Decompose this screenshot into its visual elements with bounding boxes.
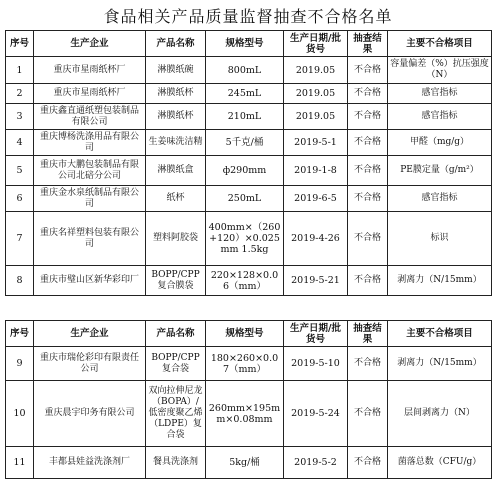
cell-date: 2019-1-8	[284, 156, 348, 186]
cell-spec: 210mL	[206, 104, 284, 130]
header-no: 序号	[6, 31, 34, 57]
cell-company: 重庆市星雨纸杯厂	[34, 84, 146, 104]
cell-date: 2019.05	[284, 84, 348, 104]
cell-no: 2	[6, 84, 34, 104]
cell-item: 感官指标	[388, 104, 492, 130]
table-row	[6, 57, 492, 84]
cell-date: 2019-5-10	[284, 347, 348, 381]
cell-no: 11	[6, 447, 34, 479]
cell-no: 3	[6, 104, 34, 130]
table-continued	[5, 320, 492, 479]
cell-result: 不合格	[348, 84, 388, 104]
cell-no: 8	[6, 266, 34, 296]
cell-product: BOPP/CPP复合膜袋	[146, 266, 206, 296]
table-row	[6, 266, 492, 296]
table-row	[6, 347, 492, 381]
cell-result: 不合格	[348, 347, 388, 381]
cell-spec: 180×260×0.07（mm）	[206, 347, 284, 381]
table-main	[5, 30, 492, 296]
cell-company: 丰都县娃益洗涤剂厂	[34, 447, 146, 479]
cell-product: 生姜味洗洁精	[146, 130, 206, 156]
cell-item: 感官指标	[388, 186, 492, 212]
cell-product: 塑料阿胶袋	[146, 212, 206, 266]
cell-spec: 800mL	[206, 57, 284, 84]
cell-result: 不合格	[348, 130, 388, 156]
table-row	[6, 447, 492, 479]
cell-company: 重庆市星雨纸杯厂	[34, 57, 146, 84]
cell-no: 5	[6, 156, 34, 186]
cell-date: 2019-6-5	[284, 186, 348, 212]
cell-no: 10	[6, 381, 34, 447]
cell-spec: 245mL	[206, 84, 284, 104]
cell-product: 淋膜纸碗	[146, 57, 206, 84]
cell-item: 标识	[388, 212, 492, 266]
table-continued-body	[6, 347, 492, 479]
header-date: 生产日期/批货号	[284, 31, 348, 57]
header-result: 抽查结果	[348, 31, 388, 57]
page-title: 食品相关产品质量监督抽查不合格名单	[103, 7, 393, 26]
cell-product: BOPP/CPP复合袋	[146, 347, 206, 381]
cell-company: 重庆市瑞伦彩印有限责任公司	[34, 347, 146, 381]
cell-spec: 260mm×195mm×0.08mm	[206, 381, 284, 447]
cell-no: 6	[6, 186, 34, 212]
cell-date: 2019-5-24	[284, 381, 348, 447]
cell-company: 重庆晨宇印务有限公司	[34, 381, 146, 447]
cell-result: 不合格	[348, 381, 388, 447]
table-main-body	[6, 57, 492, 296]
cell-spec: 400mm×（260+120）×0.025mm 1.5kg	[206, 212, 284, 266]
table-row	[6, 186, 492, 212]
cell-item: 感官指标	[388, 84, 492, 104]
cell-result: 不合格	[348, 266, 388, 296]
header-company: 生产企业	[34, 31, 146, 57]
header-result: 抽查结果	[348, 321, 388, 347]
header-product: 产品名称	[146, 31, 206, 57]
cell-item: 菌落总数（CFU/g）	[388, 447, 492, 479]
cell-company: 重庆博杨洗涤用品有限公司	[34, 130, 146, 156]
cell-no: 7	[6, 212, 34, 266]
cell-company: 重庆市璧山区新华彩印厂	[34, 266, 146, 296]
cell-product: 淋膜纸盒	[146, 156, 206, 186]
cell-result: 不合格	[348, 57, 388, 84]
cell-product: 双向拉伸尼龙（BOPA）/低密度聚乙烯（LDPE）复合袋	[146, 381, 206, 447]
cell-result: 不合格	[348, 104, 388, 130]
table-row	[6, 212, 492, 266]
cell-company: 重庆金水泉纸制品有限公司	[34, 186, 146, 212]
cell-no: 9	[6, 347, 34, 381]
cell-company: 重庆市大鹏包装制品有限公司北碚分公司	[34, 156, 146, 186]
header-date: 生产日期/批货号	[284, 321, 348, 347]
cell-date: 2019.05	[284, 57, 348, 84]
cell-spec: 5千克/桶	[206, 130, 284, 156]
cell-product: 纸杯	[146, 186, 206, 212]
cell-spec: ф290mm	[206, 156, 284, 186]
table-row	[6, 381, 492, 447]
cell-date: 2019-5-1	[284, 130, 348, 156]
cell-item: 剥离力（N/15mm）	[388, 347, 492, 381]
header-company: 生产企业	[34, 321, 146, 347]
table-row	[6, 156, 492, 186]
cell-no: 4	[6, 130, 34, 156]
table-header-row	[6, 31, 492, 57]
cell-item: 剥离力（N/15mm）	[388, 266, 492, 296]
cell-product: 淋膜纸杯	[146, 84, 206, 104]
cell-item: 甲醛（mg/g）	[388, 130, 492, 156]
header-spec: 规格型号	[206, 31, 284, 57]
table-row	[6, 104, 492, 130]
cell-result: 不合格	[348, 447, 388, 479]
cell-date: 2019-5-2	[284, 447, 348, 479]
header-spec: 规格型号	[206, 321, 284, 347]
header-no: 序号	[6, 321, 34, 347]
cell-product: 餐具洗涤剂	[146, 447, 206, 479]
cell-result: 不合格	[348, 186, 388, 212]
cell-company: 重庆名祥塑料包装有限公司	[34, 212, 146, 266]
cell-spec: 220×128×0.06（mm）	[206, 266, 284, 296]
table-header-row	[6, 321, 492, 347]
cell-item: PE膜定量（g/m²）	[388, 156, 492, 186]
cell-spec: 250mL	[206, 186, 284, 212]
cell-item: 容量偏差（%）抗压强度（N）	[388, 57, 492, 84]
cell-spec: 5kg/桶	[206, 447, 284, 479]
table-row	[6, 84, 492, 104]
cell-no: 1	[6, 57, 34, 84]
cell-result: 不合格	[348, 156, 388, 186]
cell-result: 不合格	[348, 212, 388, 266]
table-row	[6, 130, 492, 156]
cell-item: 层间剥离力（N）	[388, 381, 492, 447]
cell-company: 重庆鑫直通纸塑包装制品有限公司	[34, 104, 146, 130]
cell-product: 淋膜纸杯	[146, 104, 206, 130]
header-item: 主要不合格项目	[388, 31, 492, 57]
cell-date: 2019-4-26	[284, 212, 348, 266]
header-product: 产品名称	[146, 321, 206, 347]
cell-date: 2019-5-21	[284, 266, 348, 296]
header-item: 主要不合格项目	[388, 321, 492, 347]
cell-date: 2019.05	[284, 104, 348, 130]
